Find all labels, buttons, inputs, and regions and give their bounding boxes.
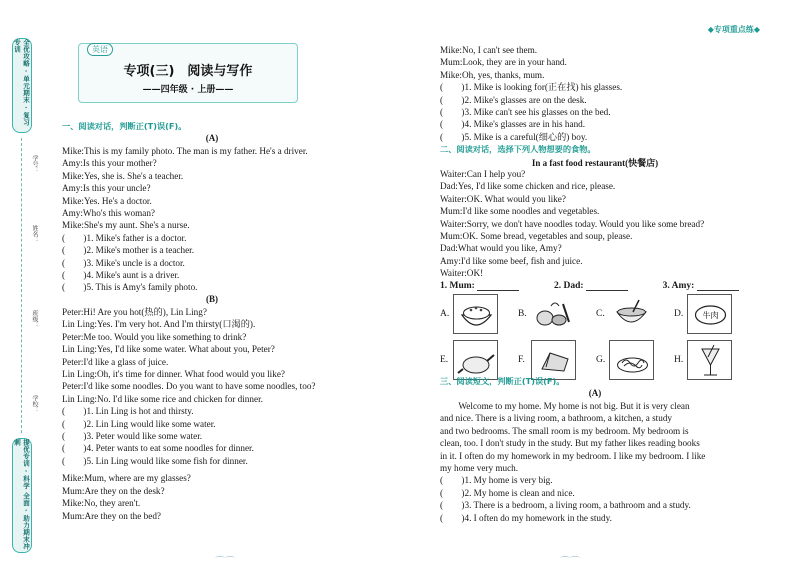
binding-bottom-tab [12, 438, 32, 553]
dialogue-line: Mum:OK. Some bread, vegetables and soup, please. [440, 231, 633, 242]
answer-row [440, 281, 750, 291]
passage-line: and nice. There is a living room, a bathroom, a kitchen, a study [440, 413, 673, 424]
dialogue-line: Lin Ling:Yes. I'm very hot. And I'm thirsty(口渴的). [62, 319, 256, 330]
section3-label: (A) [588, 388, 602, 398]
passage-line: my home very much. [440, 463, 519, 474]
dialogue-line: Dad:Yes, I'd like some chicken and rice, please. [440, 181, 616, 192]
answer-mum-label: 1. Mum: [440, 281, 475, 291]
noodles-icon [609, 340, 654, 380]
field-student-number: 学号： [31, 155, 38, 173]
question-item[interactable]: ( )3. Mike can't see his glasses on the bed. [440, 107, 611, 118]
question-item[interactable]: ( )3. There is a bedroom, a living room, a bathroom and a study. [440, 500, 691, 511]
dialogue-line: Mike:Yes. He's a doctor. [62, 195, 152, 206]
question-item[interactable]: ( )5. Mike is a careful(细心的) boy. [440, 131, 588, 142]
answer-mum-blank[interactable] [477, 281, 519, 291]
option-letter: H. [674, 355, 684, 365]
binding-cut-line [21, 138, 22, 433]
partA-dialogue [62, 145, 308, 294]
field-school: 学校： [31, 395, 38, 413]
question-item[interactable]: ( )2. My home is clean and nice. [440, 487, 575, 498]
bread-icon [531, 340, 576, 380]
dialogue-line: Mike:No, they aren't. [62, 498, 141, 509]
page-ornament-left: ⌒⌒ [215, 557, 235, 568]
passage-line: in it. I often do my homework in my bedroom. I like my bedroom. I like [440, 450, 706, 461]
partB-dialogue [62, 306, 316, 522]
option-letter: C. [596, 309, 605, 319]
dialogue-line: Mum:Are they on the desk? [62, 485, 165, 496]
option-letter: D. [674, 309, 684, 319]
dialogue-line: Mum:Look, they are in your hand. [440, 57, 567, 68]
section2-title: In a fast food restaurant(快餐店) [531, 158, 659, 168]
option-letter: B. [518, 309, 527, 319]
question-item[interactable]: ( )1. Mike's father is a doctor. [62, 232, 187, 243]
dialogue-line: Mike:Yes, she is. She's a teacher. [62, 170, 184, 181]
food-options-row-1 [440, 294, 750, 338]
subject-badge: 英语 [87, 43, 113, 56]
question-item[interactable]: ( )5. Lin Ling would like some fish for dinner. [62, 455, 248, 466]
field-class: 班级： [31, 310, 38, 328]
beef-label: 牛肉 [702, 311, 719, 320]
page-ornament-right: ⌒⌒ [560, 557, 580, 568]
corner-tag: ◆专项重点练◆ [707, 25, 760, 34]
option-letter: A. [440, 309, 450, 319]
food-option-b[interactable] [518, 294, 593, 338]
binding-bottom-text: 提优专训 · 科学 全面 · 助力期末冲刺 [13, 439, 30, 550]
dialogue-line: Lin Ling:Oh, it's time for dinner. What food would you like? [62, 369, 285, 380]
food-option-a[interactable] [440, 294, 515, 338]
beef-icon [687, 294, 732, 334]
answer-amy-label: 3. Amy: [662, 281, 695, 291]
soup-bowl-icon [609, 294, 654, 334]
food-option-g[interactable] [596, 340, 671, 384]
dialogue-line: Waiter:Can I help you? [440, 169, 526, 179]
dialogue-line: Amy:Is this your uncle? [62, 183, 151, 194]
answer-dad-label: 2. Dad: [553, 281, 584, 291]
dialogue-line: Waiter:OK! [440, 268, 484, 279]
partB-label: (B) [206, 294, 218, 304]
section3-passage [440, 400, 705, 524]
dialogue-line: Lin Ling:Yes, I'd like some water. What about you, Peter? [62, 344, 275, 355]
dialogue-line: Lin Ling:No. I'd like some rice and chicken for dinner. [62, 393, 263, 404]
section1-heading: 一、阅读对话，判断正(T)误(F)。 [62, 121, 187, 131]
question-item[interactable]: ( )4. Peter wants to eat some noodles for dinner. [62, 443, 254, 454]
food-option-c[interactable] [596, 294, 671, 338]
option-letter: E. [440, 355, 449, 365]
vegetables-icon [531, 294, 576, 334]
dialogue-line: Peter:Me too. Would you like something to drink? [62, 331, 247, 342]
dialogue-line: Peter:I'd like some noodles. Do you want to have some noodles, too? [62, 381, 316, 392]
answer-amy-blank[interactable] [697, 281, 739, 291]
question-item[interactable]: ( )1. My home is very big. [440, 475, 553, 486]
dialogue-line: Peter:Hi! Are you hot(热的), Lin Ling? [62, 307, 207, 317]
grade-line: ——四年级 · 上册—— [142, 85, 234, 95]
section3-heading: 三、阅读短文，判断正(T)误(F)。 [440, 376, 565, 386]
dialogue-line: Waiter:Sorry, we don't have noodles today. Would you like some bread? [440, 218, 705, 229]
question-item[interactable]: ( )1. Lin Ling is hot and thirsty. [62, 406, 194, 417]
question-item[interactable]: ( )4. Mike's glasses are in his hand. [440, 119, 586, 130]
partA-label: (A) [205, 133, 219, 143]
rice-bowl-icon [453, 294, 498, 334]
question-item[interactable]: ( )5. This is Amy's family photo. [62, 282, 198, 293]
partC-dialogue [440, 44, 622, 143]
dialogue-line: Mum:Are they on the bed? [62, 510, 161, 521]
answer-dad-blank[interactable] [586, 281, 628, 291]
dialogue-line: Waiter:OK. What would you like? [440, 193, 566, 204]
dialogue-line: Peter:I'd like a glass of juice. [62, 356, 169, 367]
dialogue-line: Mike:Mum, where are my glasses? [62, 473, 191, 484]
passage-line: Welcome to my home. My home is not big. But it is very clean [440, 401, 690, 411]
binding-top-text: 全优攻略 · 单元期末 · 复习专训 [13, 39, 30, 126]
food-option-h[interactable] [674, 340, 749, 384]
field-name: 姓名： [31, 225, 38, 243]
binding-top-tab [12, 38, 32, 133]
dialogue-line: Amy:Is this your mother? [62, 158, 157, 169]
passage-line: and two bedrooms. The small room is my bedroom. My bedroom is [440, 425, 689, 436]
juice-glass-icon [687, 340, 732, 380]
question-item[interactable]: ( )4. I often do my homework in the study. [440, 512, 612, 523]
dialogue-line: Mum:I'd like some noodles and vegetables. [440, 206, 600, 217]
chicken-icon [453, 340, 498, 380]
dialogue-line: Amy:I'd like some beef, fish and juice. [440, 255, 583, 266]
page-title: 专项(三) 阅读与写作 [123, 64, 253, 79]
title-box [78, 43, 298, 103]
dialogue-line: Amy:Who's this woman? [62, 208, 156, 219]
passage-line: clean, too. I don't study in the study. But my father likes reading books [440, 438, 700, 449]
option-letter: G. [596, 355, 606, 365]
question-item[interactable]: ( )4. Mike's aunt is a driver. [62, 270, 180, 281]
dialogue-line: Mike:No, I can't see them. [440, 45, 538, 55]
binding-margin [12, 38, 32, 558]
dialogue-line: Dad:What would you like, Amy? [440, 243, 562, 254]
question-item[interactable]: ( )3. Mike's uncle is a doctor. [62, 257, 185, 268]
dialogue-line: Mike:This is my family photo. The man is my father. He's a driver. [62, 146, 308, 156]
food-option-d[interactable] [674, 294, 749, 338]
question-item[interactable]: ( )1. Mike is looking for(正在找) his glasses. [440, 82, 623, 93]
question-item[interactable]: ( )2. Mike's glasses are on the desk. [440, 94, 587, 105]
question-item[interactable]: ( )3. Peter would like some water. [62, 431, 203, 442]
dialogue-line: Mike:She's my aunt. She's a nurse. [62, 220, 190, 231]
section2-heading: 二、阅读对话，选择下列人物想要的食物。 [440, 144, 596, 154]
dialogue-line: Mike:Oh, yes, thanks, mum. [440, 69, 545, 80]
question-item[interactable]: ( )2. Mike's mother is a teacher. [62, 245, 195, 256]
question-item[interactable]: ( )2. Lin Ling would like some water. [62, 418, 216, 429]
option-letter: F. [518, 355, 525, 365]
section2-dialogue [440, 168, 704, 280]
